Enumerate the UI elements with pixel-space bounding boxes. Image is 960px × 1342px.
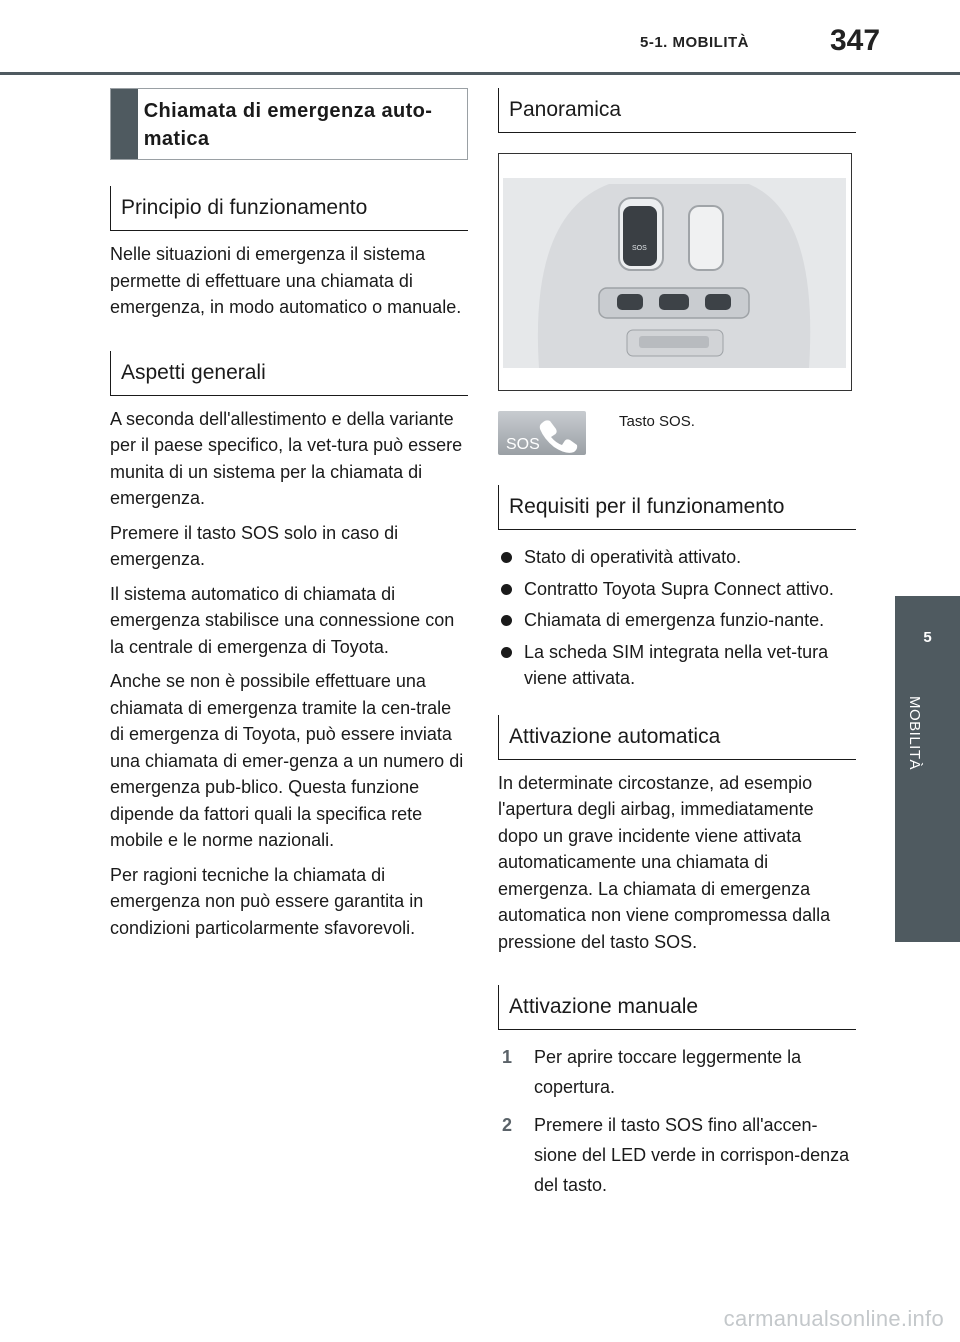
heading-aspetti: Aspetti generali (110, 351, 468, 396)
heading-panoramica: Panoramica (498, 88, 856, 133)
sos-phone-icon (498, 411, 586, 455)
left-column (110, 88, 468, 949)
heading-manuale: Attivazione manuale (498, 985, 856, 1030)
aspetti-paragraph: Premere il tasto SOS solo in caso di emergenza. (110, 522, 399, 569)
list-item: La scheda SIM integrata nella vet-tura viene attivata. (498, 639, 856, 692)
sos-caption: Tasto SOS. (619, 413, 695, 430)
header-rule (0, 72, 960, 75)
overhead-console-figure (498, 153, 852, 391)
requirements-list (498, 544, 856, 692)
list-item: Contratto Toyota Supra Connect attivo. (498, 576, 856, 603)
step-text: Per aprire toccare leggermente la copertura. (534, 1047, 802, 1097)
step-text: Premere il tasto SOS fino all'accen-sione del LED verde in corrispon-denza del tasto. (534, 1115, 850, 1195)
chapter-heading-box (110, 88, 468, 160)
chapter-number: 5 (923, 628, 932, 646)
step-number: 1 (502, 1047, 513, 1067)
watermark: carmanualsonline.info (723, 1306, 944, 1331)
step-number: 2 (502, 1115, 513, 1135)
step-item (498, 1110, 856, 1200)
sos-button-text: SOS (506, 436, 540, 453)
step-item (498, 1042, 856, 1102)
list-item: Stato di operatività attivato. (498, 544, 856, 571)
heading-requisiti: Requisiti per il funzionamento (498, 485, 856, 530)
chapter-bar (895, 678, 960, 942)
right-column (498, 88, 856, 1208)
page-number: 347 (830, 24, 881, 57)
sos-icon (498, 411, 586, 455)
aspetti-paragraph: Per ragioni tecniche la chiamata di emergenza non può essere garantita in condizioni particolarmente sfavorevoli. (110, 864, 424, 938)
principio-text: Nelle situazioni di emergenza il sistema permette di effettuare una chiamata di emergenza, in modo automatico o manuale. (110, 244, 462, 317)
aspetti-paragraph: A seconda dell'allestimento e della variante per il paese specifico, la vet-tura può essere munita di un sistema per la chiamata di emergenza. (110, 408, 463, 508)
list-item: Chiamata di emergenza funzio-nante. (498, 607, 856, 634)
svg-text:SOS: SOS (632, 245, 647, 252)
chapter-label: MOBILITÀ (906, 696, 923, 771)
heading-principio: Principio di funzionamento (110, 186, 468, 231)
overhead-console-illustration (499, 154, 851, 390)
aspetti-paragraph: Anche se non è possibile effettuare una chiamata di emergenza tramite la cen-trale di emergenza di Toyota, può essere inviata una chiamata di emer-genza a un numero di emergenza pub-blico. Questa funzione dipende da fattori quali la specifica rete mobile e le norme nazionali. (110, 671, 464, 850)
chapter-tab[interactable] (895, 596, 960, 678)
automatica-text: In determinate circostanze, ad esempio l'apertura degli airbag, immediatamente dopo un grave incidente viene attivata automaticamente una chiamata di emergenza. La chiamata di emergenza automatica non viene compromessa dalla pressione del tasto SOS. (498, 772, 831, 952)
heading-automatica: Attivazione automatica (498, 715, 856, 760)
heading-stripe (111, 89, 138, 159)
aspetti-paragraph: Il sistema automatico di chiamata di emergenza stabilisce una connessione con la centrale di emergenza di Toyota. (110, 583, 455, 657)
section-title: 5-1. MOBILITÀ (640, 34, 750, 51)
chapter-heading: Chiamata di emergenza auto-matica (143, 100, 433, 150)
